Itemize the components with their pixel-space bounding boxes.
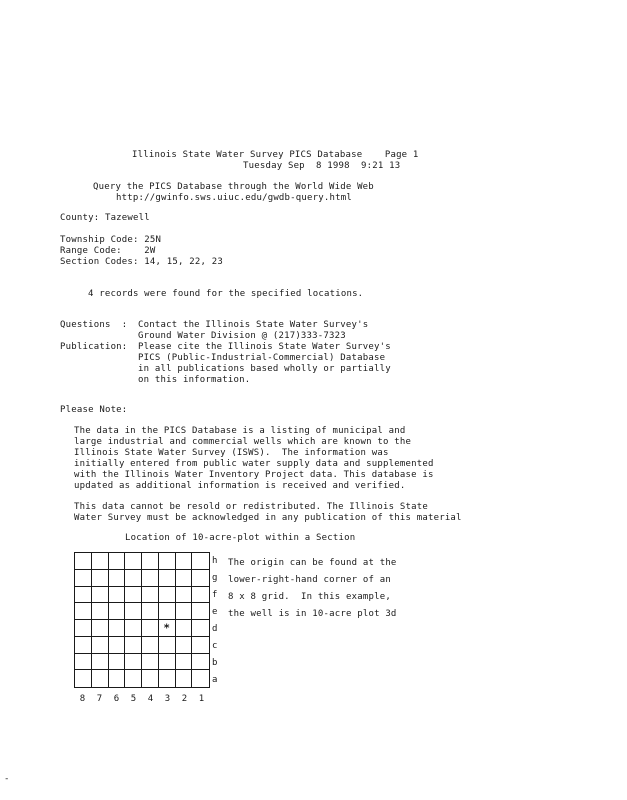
notes-para1-line: large industrial and commercial wells which are known to the [74, 437, 412, 447]
plot-cell-6b [109, 654, 126, 671]
plot-cell-8f [75, 587, 92, 604]
questions-text-1: Contact the Illinois State Water Survey's [138, 320, 369, 330]
column-label-7: 7 [96, 694, 103, 704]
plot-cell-6e [109, 603, 126, 620]
plot-cell-4e [142, 603, 159, 620]
report-date: Tuesday Sep 8 1998 9:21 13 [243, 161, 401, 171]
page-corner-mark: - [4, 774, 10, 784]
notes-para2-line: Water Survey must be acknowledged in any publication of this material [74, 513, 462, 523]
plot-cell-6c [109, 637, 126, 654]
plot-cell-5g [125, 570, 142, 587]
publication-text-2: PICS (Public-Industrial-Commercial) Database [138, 353, 386, 363]
plot-cell-8g [75, 570, 92, 587]
column-label-1: 1 [198, 694, 205, 704]
plot-cell-5e [125, 603, 142, 620]
plot-cell-5d [125, 620, 142, 637]
row-label-g: g [212, 572, 218, 583]
publication-text-4: on this information. [138, 375, 251, 385]
notes-para1-line: initially entered from public water supply data and supplemented [74, 459, 434, 469]
plot-cell-2f [176, 587, 193, 604]
plot-cell-5b [125, 654, 142, 671]
notes-heading: Please Note: [60, 405, 128, 415]
publication-label: Publication: [60, 342, 128, 352]
questions-text-2: Ground Water Division @ (217)333-7323 [138, 331, 346, 341]
plot-cell-4f [142, 587, 159, 604]
plot-cell-8e [75, 603, 92, 620]
row-label-e: e [212, 606, 218, 617]
row-label-a: a [212, 674, 218, 685]
plot-cell-6d [109, 620, 126, 637]
records-found-summary: 4 records were found for the specified locations. [88, 289, 364, 299]
section-plot-grid [74, 552, 210, 688]
plot-cell-7b [92, 654, 109, 671]
plot-cell-5h [125, 553, 142, 570]
row-label-d: d [212, 623, 218, 634]
query-note-url: http://gwinfo.sws.uiuc.edu/gwdb-query.html [116, 193, 352, 203]
plot-cell-4c [142, 637, 159, 654]
publication-text-1: Please cite the Illinois State Water Survey's [138, 342, 391, 352]
plot-cell-6g [109, 570, 126, 587]
plot-cell-8d [75, 620, 92, 637]
notes-para1-line: The data in the PICS Database is a listing of municipal and [74, 426, 406, 436]
report-title: Illinois State Water Survey PICS Database Page 1 [132, 150, 419, 160]
column-label-3: 3 [164, 694, 171, 704]
plot-cell-1h [192, 553, 209, 570]
plot-cell-4b [142, 654, 159, 671]
plot-cell-2e [176, 603, 193, 620]
plot-cell-2c [176, 637, 193, 654]
notes-para1-line: with the Illinois Water Inventory Project data. This database is [74, 470, 434, 480]
plot-cell-4a [142, 670, 159, 687]
plot-cell-4h [142, 553, 159, 570]
section-codes-field: Section Codes: 14, 15, 22, 23 [60, 257, 223, 267]
publication-text-3: in all publications based wholly or partially [138, 364, 391, 374]
plot-cell-5a [125, 670, 142, 687]
plot-cell-7d [92, 620, 109, 637]
questions-label: Questions : [60, 320, 128, 330]
plot-cell-7f [92, 587, 109, 604]
plot-cell-1g [192, 570, 209, 587]
column-label-6: 6 [113, 694, 120, 704]
plot-cell-4d [142, 620, 159, 637]
plot-cell-8a [75, 670, 92, 687]
notes-para1-line: Illinois State Water Survey (ISWS). The information was [74, 448, 389, 458]
plot-cell-8h [75, 553, 92, 570]
township-field: Township Code: 25N [60, 235, 162, 245]
plot-cell-1c [192, 637, 209, 654]
plot-explanation-line: The origin can be found at the [228, 558, 397, 568]
plot-cell-7e [92, 603, 109, 620]
plot-cell-6h [109, 553, 126, 570]
county-field: County: Tazewell [60, 213, 150, 223]
plot-cell-7h [92, 553, 109, 570]
plot-cell-2h [176, 553, 193, 570]
plot-cell-2a [176, 670, 193, 687]
well-location-marker: * [163, 621, 170, 635]
plot-cell-1b [192, 654, 209, 671]
plot-explanation-line: lower-right-hand corner of an [228, 575, 391, 585]
row-label-f: f [212, 589, 218, 600]
plot-cell-7g [92, 570, 109, 587]
plot-cell-3f [159, 587, 176, 604]
column-label-8: 8 [79, 694, 86, 704]
column-label-2: 2 [181, 694, 188, 704]
plot-cell-8b [75, 654, 92, 671]
plot-cell-3b [159, 654, 176, 671]
plot-cell-2g [176, 570, 193, 587]
plot-cell-3d [159, 620, 176, 637]
plot-cell-2b [176, 654, 193, 671]
plot-cell-3a [159, 670, 176, 687]
range-field: Range Code: 2W [60, 246, 156, 256]
plot-explanation-line: the well is in 10-acre plot 3d [228, 609, 397, 619]
notes-para2-line: This data cannot be resold or redistributed. The Illinois State [74, 502, 428, 512]
plot-caption: Location of 10-acre-plot within a Section [125, 533, 356, 543]
row-label-c: c [212, 640, 218, 651]
plot-cell-3e [159, 603, 176, 620]
plot-cell-4g [142, 570, 159, 587]
plot-cell-8c [75, 637, 92, 654]
plot-cell-5c [125, 637, 142, 654]
plot-cell-3h [159, 553, 176, 570]
row-label-h: h [212, 555, 218, 566]
notes-para1-line: updated as additional information is received and verified. [74, 481, 406, 491]
plot-cell-7c [92, 637, 109, 654]
column-label-4: 4 [147, 694, 154, 704]
plot-cell-6f [109, 587, 126, 604]
plot-cell-5f [125, 587, 142, 604]
plot-explanation-line: 8 x 8 grid. In this example, [228, 592, 391, 602]
query-note-line-1: Query the PICS Database through the World Wide Web [93, 182, 374, 192]
plot-cell-1d [192, 620, 209, 637]
plot-cell-1a [192, 670, 209, 687]
plot-cell-3g [159, 570, 176, 587]
plot-cell-2d [176, 620, 193, 637]
plot-cell-1f [192, 587, 209, 604]
plot-cell-6a [109, 670, 126, 687]
plot-cell-7a [92, 670, 109, 687]
row-label-b: b [212, 657, 218, 668]
plot-cell-1e [192, 603, 209, 620]
plot-cell-3c [159, 637, 176, 654]
column-label-5: 5 [130, 694, 137, 704]
